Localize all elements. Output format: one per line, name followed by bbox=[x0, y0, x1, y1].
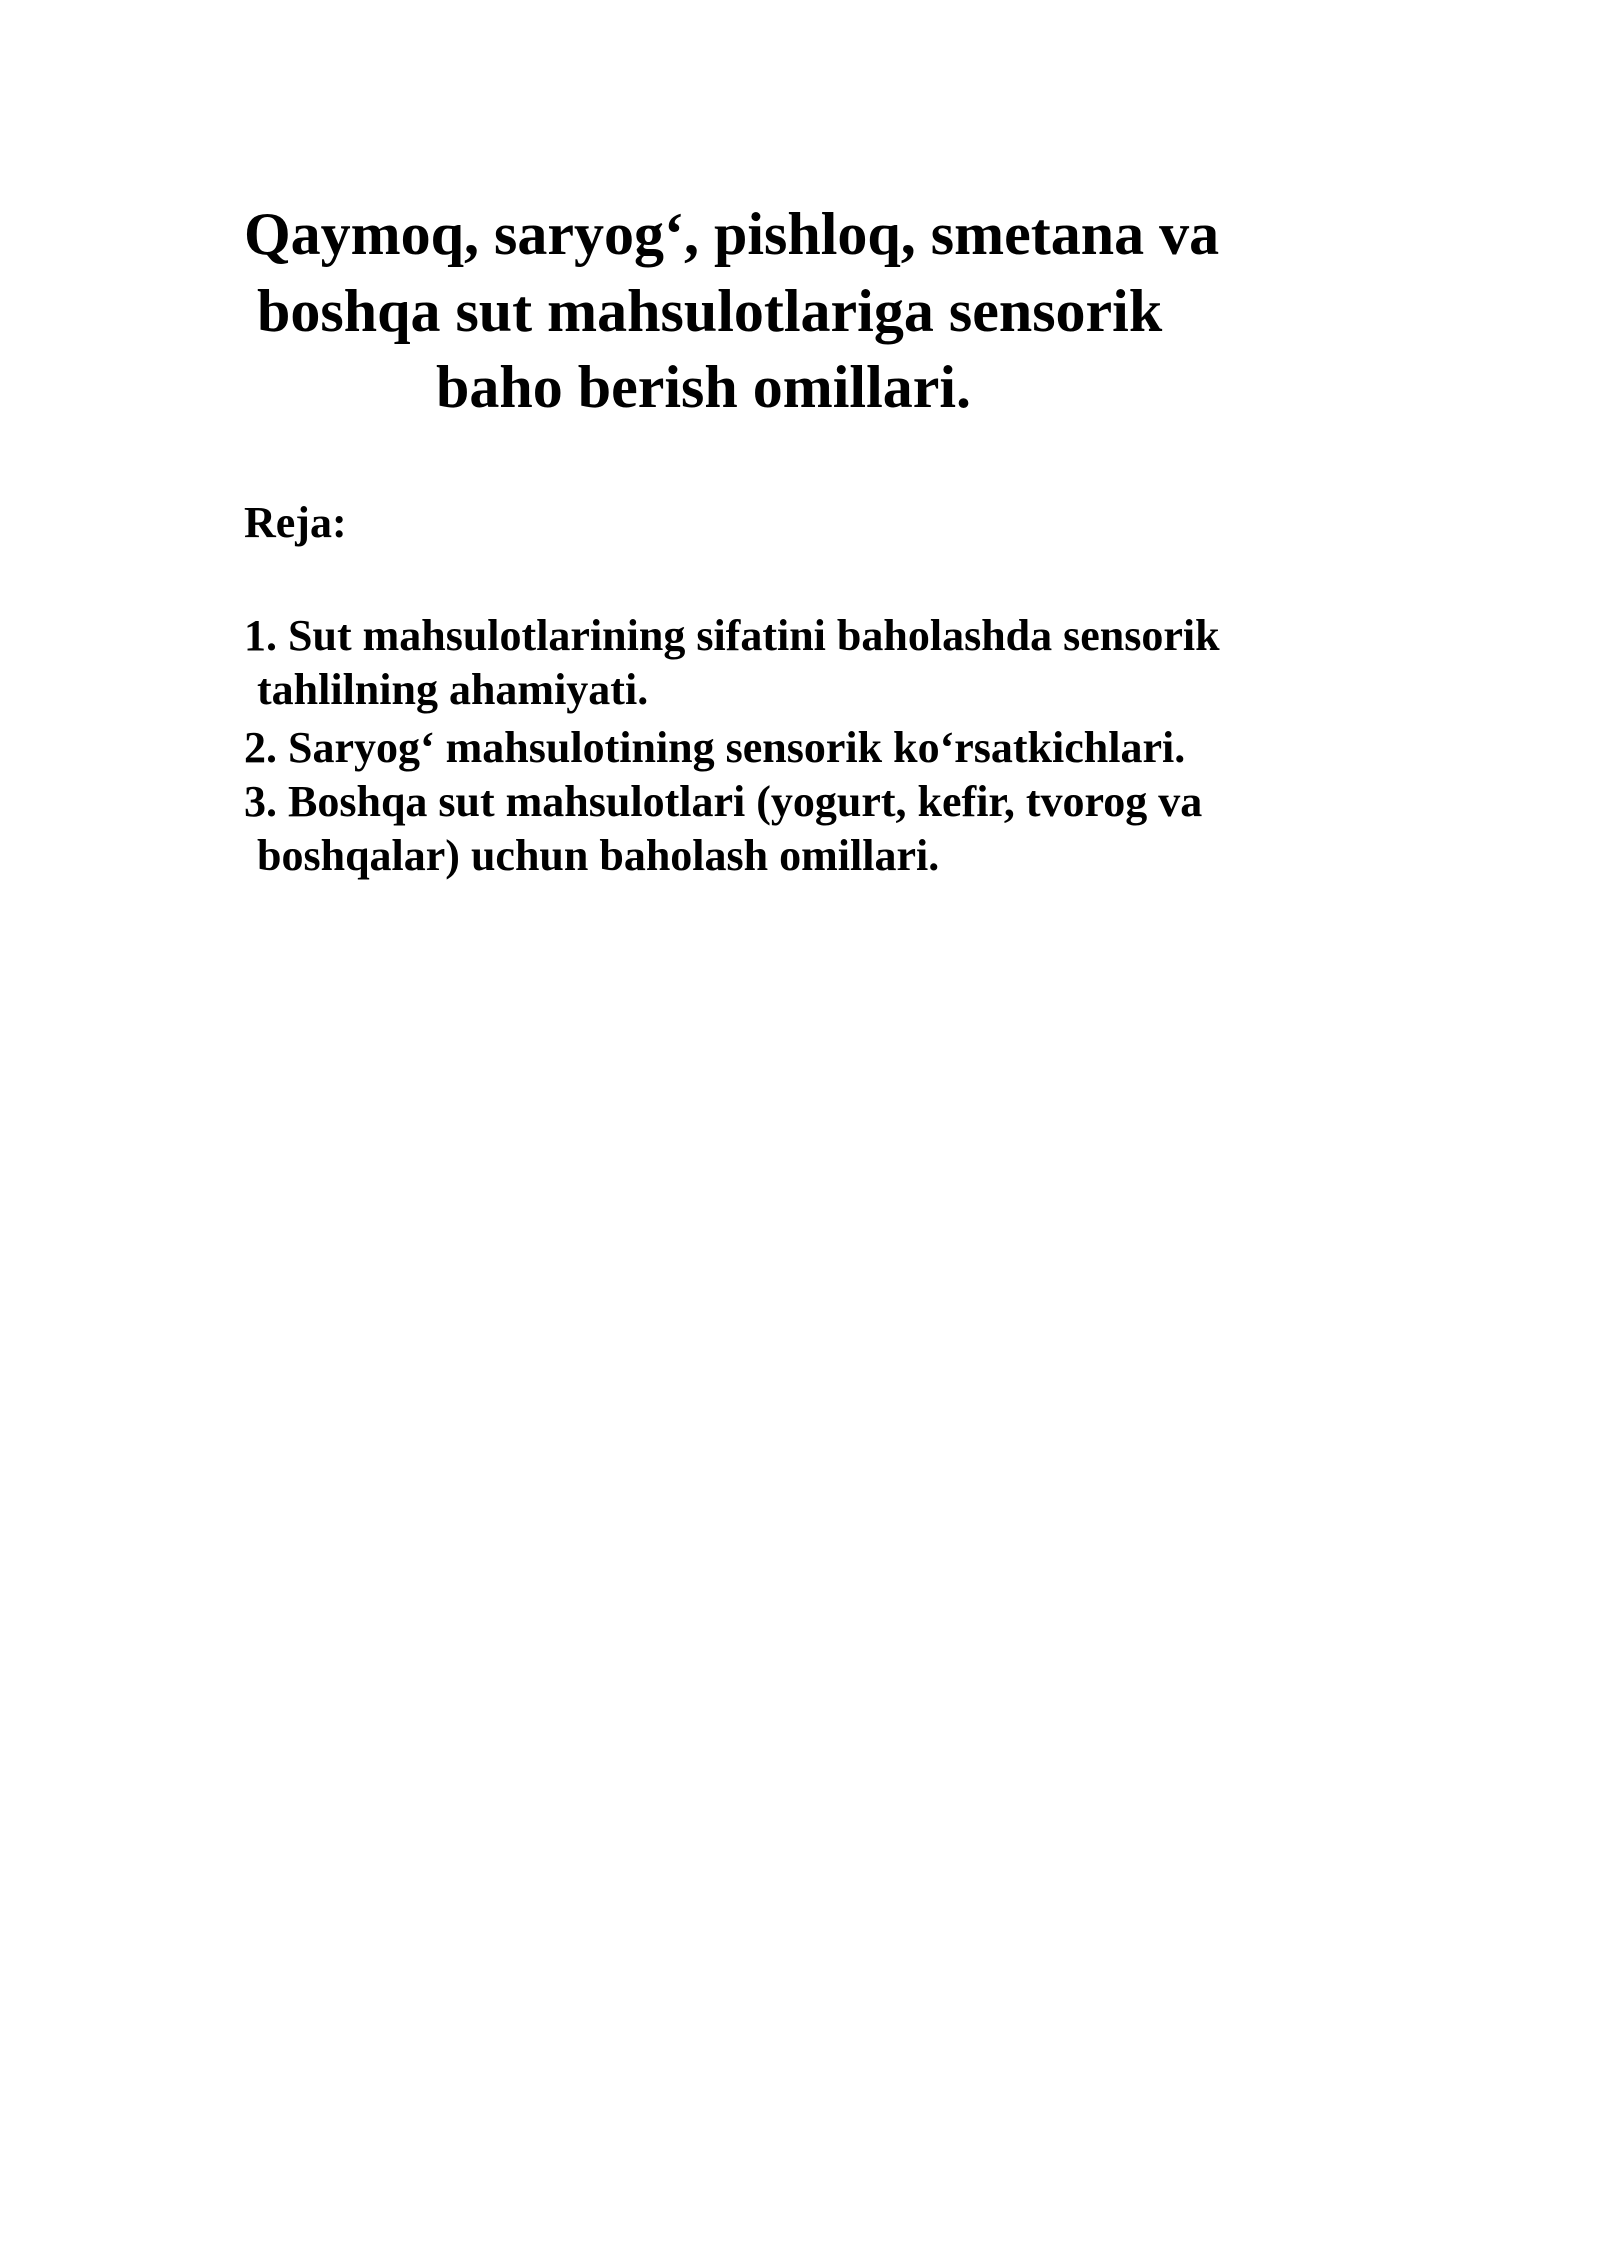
plan-item-1-continued: tahlilning ahamiyati. bbox=[257, 665, 649, 714]
title-line-2: boshqa sut mahsulotlariga sensorik bbox=[257, 278, 1163, 344]
plan-item-3-continued: boshqalar) uchun baholash omillari. bbox=[257, 831, 940, 880]
plan-item-1: 1. Sut mahsulotlarining sifatini baholashda sensorik bbox=[244, 611, 1220, 660]
title-line-1: Qaymoq, saryog‘, pishloq, smetana va bbox=[244, 201, 1220, 267]
plan-heading: Reja: bbox=[244, 498, 347, 547]
plan-item-2: 2. Saryog‘ mahsulotining sensorik ko‘rsatkichlari. bbox=[244, 723, 1186, 772]
title-line-3: baho berish omillari. bbox=[436, 354, 972, 420]
plan-item-3: 3. Boshqa sut mahsulotlari (yogurt, kefir, tvorog va bbox=[244, 777, 1203, 826]
